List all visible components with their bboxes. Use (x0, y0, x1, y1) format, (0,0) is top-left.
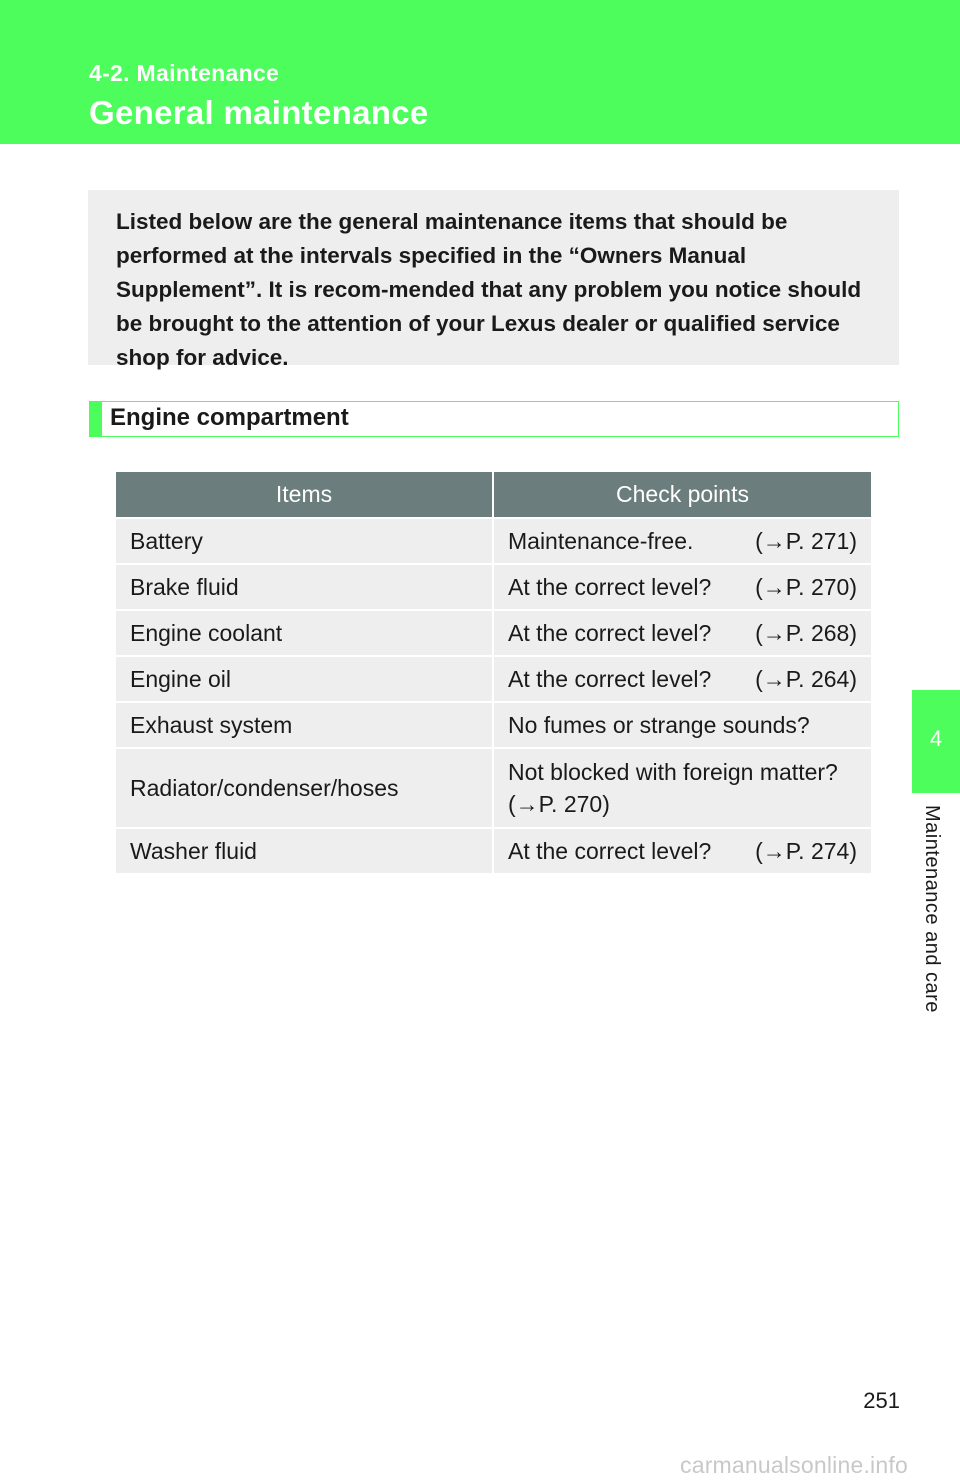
item-cell: Exhaust system (116, 702, 493, 748)
intro-text: Listed below are the general maintenance items that should be performed at the intervals specified in the “Owners Manual Supplement”. It is recom-mended that any problem you notice should be brought to the attention of your Lexus dealer or qualified service shop for advice. (116, 209, 862, 370)
item-cell: Washer fluid (116, 828, 493, 873)
column-header-check-points: Check points (493, 472, 871, 518)
check-cell (493, 748, 871, 828)
check-text: Maintenance-free. (508, 528, 694, 554)
subsection-heading (89, 401, 899, 437)
check-cell (493, 564, 871, 610)
column-header-items: Items (116, 472, 493, 518)
page-reference: (→P. 264) (755, 666, 857, 692)
item-cell: Engine oil (116, 656, 493, 702)
check-text: At the correct level? (508, 620, 712, 646)
page-title: General maintenance (89, 94, 429, 131)
page-reference: (→P. 270) (508, 791, 610, 817)
item-cell: Battery (116, 518, 493, 564)
item-cell: Radiator/condenser/hoses (116, 748, 493, 828)
chapter-label: Maintenance and care (921, 805, 943, 1013)
watermark: carmanualsonline.info (680, 1452, 908, 1478)
subsection-title: Engine compartment (110, 404, 349, 431)
item-cell: Brake fluid (116, 564, 493, 610)
check-cell (493, 656, 871, 702)
table-row (116, 828, 871, 873)
section-label: 4-2. Maintenance (89, 60, 280, 86)
table-row (116, 702, 871, 748)
intro-box (88, 190, 899, 370)
check-cell (493, 702, 871, 748)
check-cell (493, 518, 871, 564)
table-row (116, 564, 871, 610)
page-number: 251 (863, 1388, 900, 1413)
page-reference: (→P. 270) (755, 574, 857, 600)
table-row (116, 656, 871, 702)
page-reference: (→P. 271) (755, 528, 857, 554)
maintenance-table (116, 472, 871, 873)
check-cell (493, 610, 871, 656)
chapter-number: 4 (929, 726, 943, 751)
check-cell (493, 828, 871, 873)
table-row (116, 518, 871, 564)
check-text: At the correct level? (508, 666, 712, 692)
table-row (116, 748, 871, 828)
check-text: Not blocked with foreign matter? (508, 759, 838, 785)
table-row (116, 610, 871, 656)
check-text: No fumes or strange sounds? (508, 712, 810, 738)
chapter-tab (912, 690, 960, 793)
check-text: At the correct level? (508, 838, 712, 864)
table-header-row (116, 472, 871, 518)
item-cell: Engine coolant (116, 610, 493, 656)
page-reference: (→P. 268) (755, 620, 857, 646)
check-text: At the correct level? (508, 574, 712, 600)
page-reference: (→P. 274) (755, 838, 857, 864)
